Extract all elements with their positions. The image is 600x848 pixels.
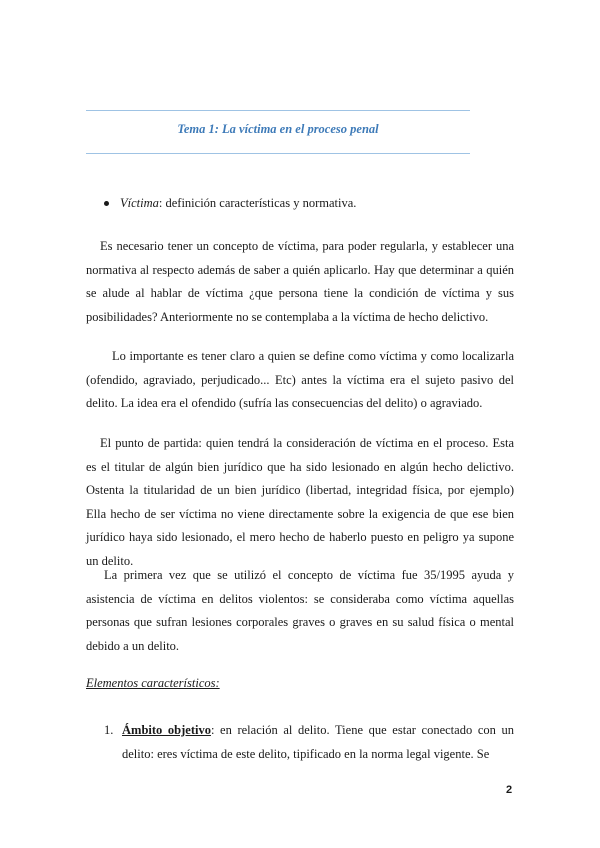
list-item-term: Ámbito objetivo <box>122 723 211 737</box>
paragraph-4: La primera vez que se utilizó el concepto de víctima fue 35/1995 ayuda y asistencia de víctima en delitos violentos: se consideraba como víctima aquellas personas que sufran lesiones corporales graves o graves en su salud física o mental debido a un delito. <box>86 568 514 653</box>
bullet-item <box>104 196 356 211</box>
paragraph-1: Es necesario tener un concepto de víctima, para poder regularla, y establecer una normativa al respecto además de saber a quién aplicarlo. Hay que determinar a quién se alude al hablar de víctima ¿que persona tiene la condición de víctima y sus posibilidades? Anteriormente no se contemplaba a la víctima de hecho delictivo. <box>86 239 514 324</box>
list-item <box>104 719 514 766</box>
paragraph-3: El punto de partida: quien tendrá la consideración de víctima en el proceso. Esta es el titular de algún bien jurídico que ha sido lesionado en algún hecho delictivo. Ostenta la titularidad de un bien jurídico (libertad, integridad física, por ejemplo) Ella hecho de ser víctima no viene directamente sobre la exigencia de que ese bien jurídico haya sido lesionado, el mero hecho de haberlo puesto en peligro ya supone un delito. <box>86 436 514 568</box>
bullet-text: : definición características y normativa. <box>158 196 357 210</box>
bullet-term: Víctima <box>120 196 159 210</box>
list-item-number: 1. <box>104 723 114 737</box>
header-bottom-rule <box>86 153 470 154</box>
section-subheading: Elementos característicos: <box>86 676 220 690</box>
header-top-rule <box>86 110 470 111</box>
page-title: Tema 1: La víctima en el proceso penal <box>177 122 379 136</box>
page-number: 2 <box>506 784 513 796</box>
list-item-content <box>122 719 514 766</box>
list-item-text: : en relación al delito. Tiene que estar conectado con un delito: eres víctima de este delito, tipificado en la norma legal vigente. Se <box>122 723 514 761</box>
paragraph-2: Lo importante es tener claro a quien se define como víctima y como localizarla (ofendido, agraviado, perjudicado... Etc) antes la víctima era el sujeto pasivo del delito. La idea era el ofendido (sufría las consecuencias del delito) o agraviado. <box>86 349 514 411</box>
bullet-dot-icon <box>104 201 109 206</box>
